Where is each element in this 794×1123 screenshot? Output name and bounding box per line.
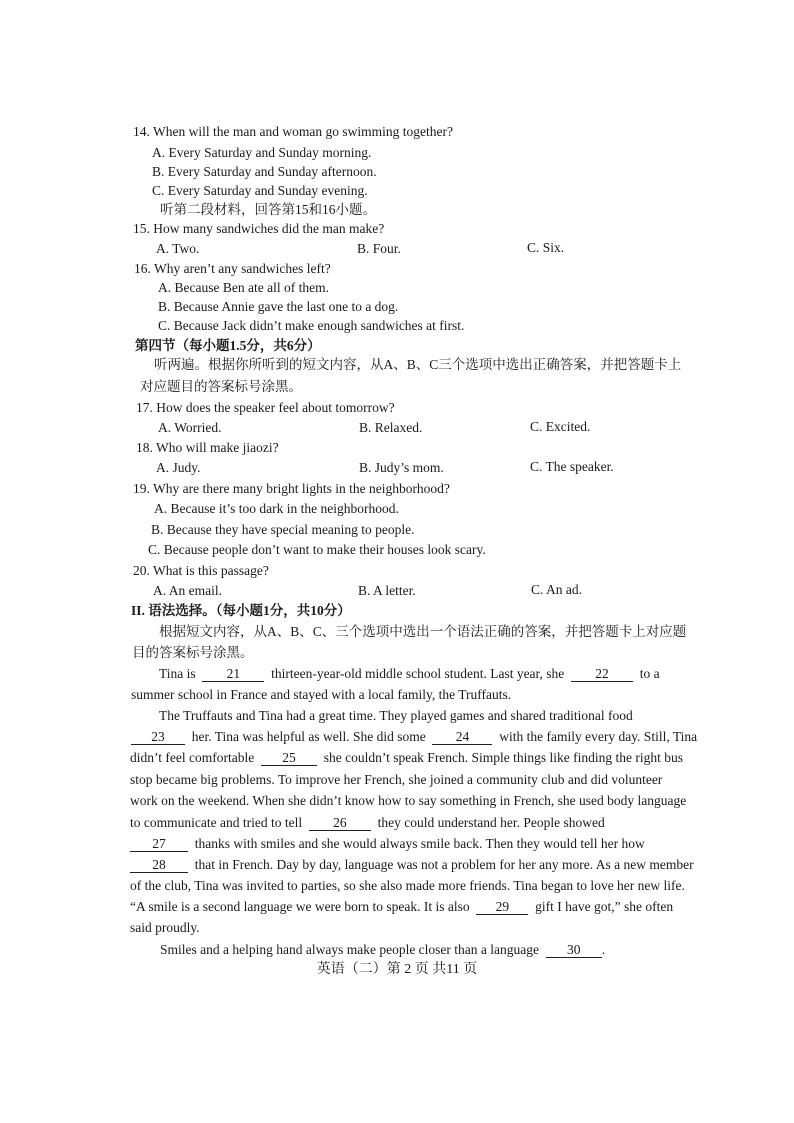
passage-line [130,899,673,915]
passage-text: she couldn’t speak French. Simple things like finding the right bus [323,750,684,765]
passage-text: didn’t feel comfortable [130,750,255,765]
blank-29: 29 [476,900,528,915]
listen-instruction-2: 听第二段材料，回答第15和16小题。 [160,202,376,217]
passage-text: gift I have got,” she often [535,899,674,914]
passage-line [131,729,697,745]
q19-option-c: C. Because people don’t want to make their houses look scary. [148,542,486,557]
passage-line [159,666,660,682]
blank-22: 22 [571,667,633,682]
passage-text: to a [639,666,660,681]
blank-27: 27 [130,837,188,852]
blank-25: 25 [261,751,317,766]
q18-option-b: B. Judy’s mom. [359,460,444,475]
q18-option-a: A. Judy. [156,460,201,475]
q15-option-a: A. Two. [156,241,200,256]
q16-option-b: B. Because Annie gave the last one to a dog. [158,299,399,314]
part2-title: II. 语法选择。（每小题1分，共10分） [131,603,351,618]
q15-option-c: C. Six. [527,240,565,255]
q19-option-a: A. Because it’s too dark in the neighborhood. [154,501,399,516]
passage-line: summer school in France and stayed with a local family, the Truffauts. [131,687,512,702]
q17-option-a: A. Worried. [158,420,222,435]
blank-23: 23 [131,730,185,745]
passage-text: to communicate and tried to tell [130,815,303,830]
passage-text: thanks with smiles and she would always smile back. Then they would tell her how [194,836,645,851]
passage-text: . [601,942,606,957]
q20-stem: 20. What is this passage? [133,563,269,578]
q14-option-a: A. Every Saturday and Sunday morning. [152,145,372,160]
passage-line [160,942,605,958]
blank-24: 24 [432,730,492,745]
q17-option-c: C. Excited. [530,419,591,434]
section4-title: 第四节（每小题1.5分，共6分） [135,338,321,353]
q14-option-c: C. Every Saturday and Sunday evening. [152,183,368,198]
page-footer: 英语（二）第 2 页 共11 页 [316,962,478,977]
passage-line [130,836,645,852]
q16-stem: 16. Why aren’t any sandwiches left? [134,261,331,276]
q14-stem: 14. When will the man and woman go swimming together? [133,124,453,139]
passage-line [130,857,694,873]
q15-option-b: B. Four. [357,241,401,256]
q19-stem: 19. Why are there many bright lights in the neighborhood? [133,481,450,496]
section4-instruction-line1: 听两遍。根据你所听到的短文内容，从A、B、C三个选项中选出正确答案，并把答题卡上 [154,357,682,372]
passage-text: Smiles and a helping hand always make people closer than a language [160,942,540,957]
blank-28: 28 [130,858,188,873]
q16-option-c: C. Because Jack didn’t make enough sandwiches at first. [158,318,465,333]
passage-line: of the club, Tina was invited to parties, so she also made more friends. Tina began to love her new life. [130,878,685,893]
section4-instruction-line2: 对应题目的答案标号涂黑。 [140,379,302,394]
blank-26: 26 [309,816,371,831]
passage-line [130,750,683,766]
q18-option-c: C. The speaker. [530,459,614,474]
passage-line: said proudly. [130,920,200,935]
passage-text: her. Tina was helpful as well. She did some [191,729,426,744]
passage-line: stop became big problems. To improve her French, she joined a community club and did volunteer [130,772,663,787]
q19-option-b: B. Because they have special meaning to people. [151,522,415,537]
q17-stem: 17. How does the speaker feel about tomorrow? [136,400,395,415]
passage-text: they could understand her. People showed [377,815,605,830]
q15-stem: 15. How many sandwiches did the man make? [133,221,385,236]
passage-text: “A smile is a second language we were born to speak. It is also [130,899,470,914]
passage-text: thirteen-year-old middle school student. Last year, she [271,666,565,681]
passage-line: work on the weekend. When she didn’t know how to say something in French, she used body language [130,793,687,808]
passage-line [130,815,605,831]
blank-30: 30 [546,943,602,958]
passage-text: with the family every day. Still, Tina [499,729,698,744]
q20-option-a: A. An email. [153,583,222,598]
passage-text: that in French. Day by day, language was not a problem for her any more. As a new member [194,857,694,872]
part2-instruction-line2: 目的答案标号涂黑。 [132,645,254,660]
passage-text: Tina is [159,666,196,681]
part2-instruction-line1: 根据短文内容，从A、B、C、三个选项中选出一个语法正确的答案，并把答题卡上对应题 [159,624,687,639]
q20-option-b: B. A letter. [358,583,416,598]
q16-option-a: A. Because Ben ate all of them. [158,280,329,295]
q20-option-c: C. An ad. [531,582,583,597]
q14-option-b: B. Every Saturday and Sunday afternoon. [152,164,377,179]
q17-option-b: B. Relaxed. [359,420,423,435]
q18-stem: 18. Who will make jiaozi? [136,440,279,455]
blank-21: 21 [202,667,264,682]
passage-line: The Truffauts and Tina had a great time. They played games and shared traditional food [159,708,633,723]
